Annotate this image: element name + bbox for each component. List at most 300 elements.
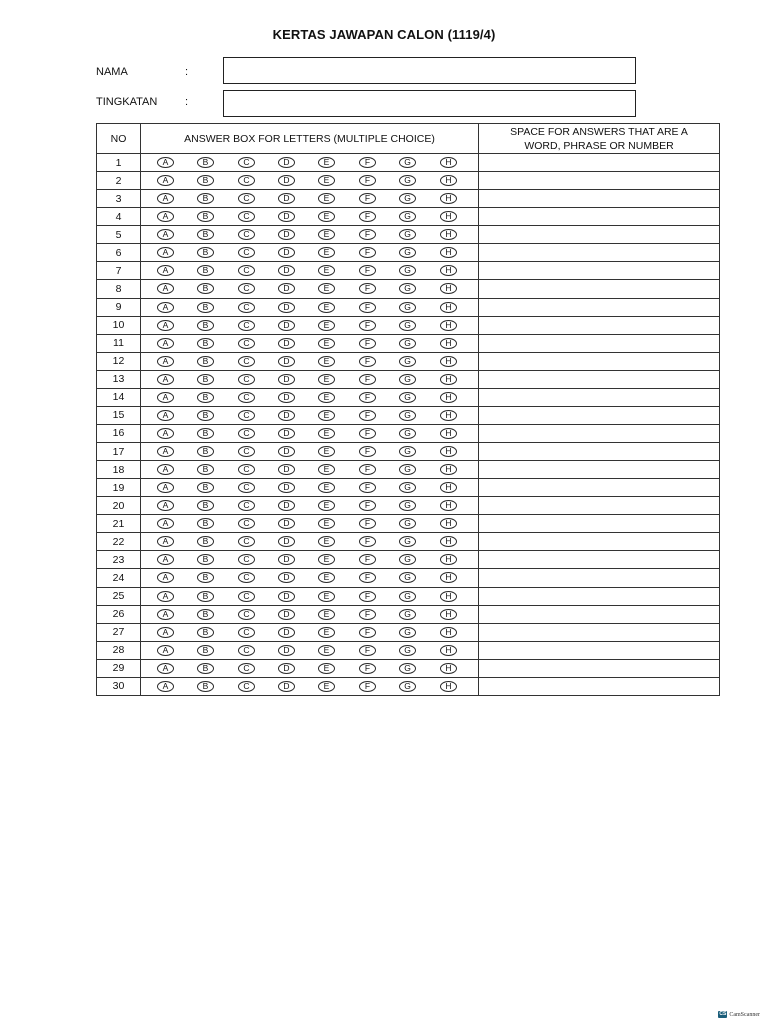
choice-bubble-g[interactable]: G [399,645,416,656]
choice-bubble-h[interactable]: H [440,500,457,511]
choice-bubble-h[interactable]: H [440,229,457,240]
choice-bubble-d[interactable]: D [278,464,295,475]
choice-bubble-b[interactable]: B [197,175,214,186]
choice-bubble-h[interactable]: H [440,302,457,313]
choice-bubble-c[interactable]: C [238,428,255,439]
choice-bubble-a[interactable]: A [157,500,174,511]
word-answer-cell[interactable] [479,298,720,316]
choice-bubble-a[interactable]: A [157,374,174,385]
choice-bubble-c[interactable]: C [238,338,255,349]
word-answer-cell[interactable] [479,497,720,515]
choice-bubble-f[interactable]: F [359,663,376,674]
choice-bubble-e[interactable]: E [318,572,335,583]
choice-bubble-c[interactable]: C [238,247,255,258]
choice-bubble-g[interactable]: G [399,446,416,457]
choice-bubble-g[interactable]: G [399,663,416,674]
choice-bubble-b[interactable]: B [197,410,214,421]
choice-bubble-c[interactable]: C [238,374,255,385]
choice-bubble-d[interactable]: D [278,500,295,511]
choice-bubble-g[interactable]: G [399,591,416,602]
table-row [97,623,720,641]
choice-bubble-h[interactable]: H [440,645,457,656]
choice-bubble-h[interactable]: H [440,428,457,439]
choice-bubble-h[interactable]: H [440,663,457,674]
choice-bubble-d[interactable]: D [278,536,295,547]
table-row [97,443,720,461]
choice-bubble-g[interactable]: G [399,609,416,620]
choice-bubble-b[interactable]: B [197,265,214,276]
question-number: 24 [97,569,141,587]
choice-bubble-h[interactable]: H [440,320,457,331]
choice-bubble-g[interactable]: G [399,211,416,222]
choice-bubble-g[interactable]: G [399,175,416,186]
form-colon: : [185,96,189,108]
choice-bubble-f[interactable]: F [359,175,376,186]
choice-bubble-d[interactable]: D [278,229,295,240]
choice-bubble-f[interactable]: F [359,464,376,475]
choice-bubble-c[interactable]: C [238,572,255,583]
word-answer-cell[interactable] [479,659,720,677]
choice-bubble-e[interactable]: E [318,554,335,565]
table-row [97,605,720,623]
choice-bubble-d[interactable]: D [278,609,295,620]
choice-bubble-a[interactable]: A [157,536,174,547]
word-answer-cell[interactable] [479,461,720,479]
word-answer-cell[interactable] [479,370,720,388]
choice-bubble-e[interactable]: E [318,157,335,168]
choice-bubble-a[interactable]: A [157,663,174,674]
choice-bubble-a[interactable]: A [157,446,174,457]
choice-bubble-d[interactable]: D [278,428,295,439]
choice-bubble-c[interactable]: C [238,446,255,457]
choice-bubble-f[interactable]: F [359,410,376,421]
choice-bubbles [141,334,479,352]
choice-bubble-f[interactable]: F [359,554,376,565]
choice-bubble-c[interactable]: C [238,320,255,331]
choice-bubble-c[interactable]: C [238,681,255,692]
choice-bubble-e[interactable]: E [318,681,335,692]
choice-bubble-e[interactable]: E [318,518,335,529]
table-row [97,262,720,280]
choice-bubbles [141,298,479,316]
choice-bubble-d[interactable]: D [278,338,295,349]
choice-bubble-h[interactable]: H [440,591,457,602]
choice-bubble-b[interactable]: B [197,338,214,349]
choice-bubble-d[interactable]: D [278,157,295,168]
choice-bubble-a[interactable]: A [157,175,174,186]
choice-bubble-d[interactable]: D [278,356,295,367]
word-answer-cell[interactable] [479,623,720,641]
question-number: 17 [97,443,141,461]
choice-bubble-g[interactable]: G [399,374,416,385]
choice-bubble-e[interactable]: E [318,193,335,204]
choice-bubble-b[interactable]: B [197,302,214,313]
choice-bubbles [141,569,479,587]
table-row [97,551,720,569]
choice-bubble-d[interactable]: D [278,175,295,186]
choice-bubble-a[interactable]: A [157,482,174,493]
choice-bubble-a[interactable]: A [157,591,174,602]
choice-bubble-a[interactable]: A [157,283,174,294]
choice-bubble-b[interactable]: B [197,681,214,692]
choice-bubble-f[interactable]: F [359,572,376,583]
choice-bubble-e[interactable]: E [318,536,335,547]
choice-bubble-a[interactable]: A [157,320,174,331]
choice-bubble-f[interactable]: F [359,229,376,240]
choice-bubble-e[interactable]: E [318,229,335,240]
choice-bubble-a[interactable]: A [157,518,174,529]
choice-bubble-g[interactable]: G [399,410,416,421]
choice-bubble-h[interactable]: H [440,464,457,475]
choice-bubble-b[interactable]: B [197,320,214,331]
choice-bubble-b[interactable]: B [197,247,214,258]
choice-bubble-h[interactable]: H [440,374,457,385]
choice-bubble-h[interactable]: H [440,265,457,276]
choice-bubble-a[interactable]: A [157,572,174,583]
choice-bubble-a[interactable]: A [157,609,174,620]
choice-bubble-b[interactable]: B [197,446,214,457]
choice-bubble-h[interactable]: H [440,338,457,349]
choice-bubble-f[interactable]: F [359,392,376,403]
choice-bubble-f[interactable]: F [359,536,376,547]
choice-bubble-b[interactable]: B [197,591,214,602]
choice-bubble-d[interactable]: D [278,193,295,204]
choice-bubble-b[interactable]: B [197,211,214,222]
choice-bubble-f[interactable]: F [359,681,376,692]
question-number: 8 [97,280,141,298]
choice-bubble-e[interactable]: E [318,500,335,511]
choice-bubble-a[interactable]: A [157,265,174,276]
choice-bubble-a[interactable]: A [157,392,174,403]
choice-bubble-g[interactable]: G [399,157,416,168]
choice-bubble-d[interactable]: D [278,591,295,602]
choice-bubble-b[interactable]: B [197,428,214,439]
choice-bubble-b[interactable]: B [197,374,214,385]
choice-bubble-e[interactable]: E [318,609,335,620]
choice-bubble-g[interactable]: G [399,500,416,511]
choice-bubble-b[interactable]: B [197,645,214,656]
choice-bubble-h[interactable]: H [440,536,457,547]
word-answer-cell[interactable] [479,262,720,280]
choice-bubble-e[interactable]: E [318,392,335,403]
choice-bubble-f[interactable]: F [359,247,376,258]
choice-bubble-e[interactable]: E [318,283,335,294]
word-answer-cell[interactable] [479,605,720,623]
choice-bubble-h[interactable]: H [440,446,457,457]
choice-bubble-c[interactable]: C [238,392,255,403]
choice-bubble-f[interactable]: F [359,591,376,602]
choice-bubble-h[interactable]: H [440,247,457,258]
choice-bubble-a[interactable]: A [157,229,174,240]
choice-bubble-e[interactable]: E [318,410,335,421]
word-answer-cell[interactable] [479,569,720,587]
choice-bubble-g[interactable]: G [399,572,416,583]
choice-bubble-d[interactable]: D [278,410,295,421]
choice-bubble-d[interactable]: D [278,627,295,638]
choice-bubble-h[interactable]: H [440,211,457,222]
choice-bubble-f[interactable]: F [359,645,376,656]
table-row [97,208,720,226]
choice-bubble-f[interactable]: F [359,627,376,638]
choice-bubble-g[interactable]: G [399,338,416,349]
choice-bubble-c[interactable]: C [238,536,255,547]
choice-bubble-e[interactable]: E [318,265,335,276]
choice-bubble-f[interactable]: F [359,500,376,511]
choice-bubble-e[interactable]: E [318,663,335,674]
question-number: 2 [97,172,141,190]
choice-bubble-a[interactable]: A [157,302,174,313]
choice-bubble-c[interactable]: C [238,609,255,620]
choice-bubble-c[interactable]: C [238,500,255,511]
choice-bubble-b[interactable]: B [197,609,214,620]
choice-bubble-h[interactable]: H [440,157,457,168]
answer-table [96,123,720,696]
choice-bubble-c[interactable]: C [238,554,255,565]
word-answer-cell[interactable] [479,244,720,262]
choice-bubble-b[interactable]: B [197,536,214,547]
choice-bubble-d[interactable]: D [278,518,295,529]
choice-bubble-b[interactable]: B [197,392,214,403]
name-input-box[interactable] [223,57,636,84]
choice-bubble-f[interactable]: F [359,302,376,313]
choice-bubble-c[interactable]: C [238,627,255,638]
choice-bubble-c[interactable]: C [238,283,255,294]
choice-bubble-f[interactable]: F [359,609,376,620]
question-number: 22 [97,533,141,551]
choice-bubble-h[interactable]: H [440,175,457,186]
choice-bubble-e[interactable]: E [318,338,335,349]
choice-bubble-a[interactable]: A [157,645,174,656]
choice-bubble-c[interactable]: C [238,591,255,602]
choice-bubble-b[interactable]: B [197,283,214,294]
choice-bubble-e[interactable]: E [318,356,335,367]
choice-bubble-e[interactable]: E [318,645,335,656]
choice-bubble-b[interactable]: B [197,229,214,240]
header-no: NO [97,124,141,154]
word-answer-cell[interactable] [479,190,720,208]
word-answer-cell[interactable] [479,533,720,551]
choice-bubble-a[interactable]: A [157,627,174,638]
choice-bubble-b[interactable]: B [197,464,214,475]
choice-bubble-a[interactable]: A [157,356,174,367]
choice-bubble-d[interactable]: D [278,645,295,656]
word-answer-cell[interactable] [479,443,720,461]
choice-bubble-d[interactable]: D [278,374,295,385]
choice-bubble-d[interactable]: D [278,554,295,565]
choice-bubble-c[interactable]: C [238,211,255,222]
word-answer-cell[interactable] [479,677,720,695]
choice-bubble-g[interactable]: G [399,356,416,367]
choice-bubble-e[interactable]: E [318,591,335,602]
choice-bubble-h[interactable]: H [440,482,457,493]
choice-bubble-g[interactable]: G [399,265,416,276]
word-answer-cell[interactable] [479,479,720,497]
choice-bubble-d[interactable]: D [278,302,295,313]
table-row [97,659,720,677]
choice-bubble-f[interactable]: F [359,320,376,331]
choice-bubble-d[interactable]: D [278,663,295,674]
choice-bubble-d[interactable]: D [278,572,295,583]
question-number: 6 [97,244,141,262]
choice-bubble-d[interactable]: D [278,392,295,403]
word-answer-cell[interactable] [479,352,720,370]
choice-bubble-c[interactable]: C [238,265,255,276]
choice-bubble-f[interactable]: F [359,283,376,294]
choice-bubble-a[interactable]: A [157,464,174,475]
choice-bubble-b[interactable]: B [197,356,214,367]
choice-bubble-e[interactable]: E [318,482,335,493]
choice-bubbles [141,605,479,623]
choice-bubble-c[interactable]: C [238,464,255,475]
choice-bubble-d[interactable]: D [278,320,295,331]
choice-bubble-e[interactable]: E [318,175,335,186]
choice-bubble-f[interactable]: F [359,482,376,493]
choice-bubble-a[interactable]: A [157,554,174,565]
choice-bubble-d[interactable]: D [278,265,295,276]
choice-bubble-b[interactable]: B [197,663,214,674]
choice-bubble-d[interactable]: D [278,482,295,493]
choice-bubble-h[interactable]: H [440,283,457,294]
choice-bubble-g[interactable]: G [399,518,416,529]
choice-bubble-g[interactable]: G [399,627,416,638]
choice-bubble-e[interactable]: E [318,211,335,222]
choice-bubble-h[interactable]: H [440,627,457,638]
choice-bubble-d[interactable]: D [278,681,295,692]
choice-bubble-c[interactable]: C [238,175,255,186]
word-answer-cell[interactable] [479,316,720,334]
word-answer-cell[interactable] [479,388,720,406]
choice-bubble-c[interactable]: C [238,410,255,421]
choice-bubble-g[interactable]: G [399,464,416,475]
choice-bubble-c[interactable]: C [238,193,255,204]
choice-bubble-h[interactable]: H [440,572,457,583]
choice-bubble-f[interactable]: F [359,157,376,168]
choice-bubble-b[interactable]: B [197,482,214,493]
choice-bubble-g[interactable]: G [399,229,416,240]
choice-bubble-a[interactable]: A [157,193,174,204]
choice-bubbles [141,226,479,244]
choice-bubble-d[interactable]: D [278,446,295,457]
choice-bubble-g[interactable]: G [399,302,416,313]
choice-bubble-d[interactable]: D [278,211,295,222]
word-answer-cell[interactable] [479,406,720,424]
choice-bubble-g[interactable]: G [399,536,416,547]
choice-bubble-c[interactable]: C [238,229,255,240]
choice-bubble-d[interactable]: D [278,283,295,294]
choice-bubble-f[interactable]: F [359,428,376,439]
choice-bubble-h[interactable]: H [440,392,457,403]
choice-bubble-h[interactable]: H [440,681,457,692]
choice-bubble-a[interactable]: A [157,157,174,168]
choice-bubble-a[interactable]: A [157,338,174,349]
choice-bubble-e[interactable]: E [318,627,335,638]
choice-bubble-h[interactable]: H [440,356,457,367]
word-answer-cell[interactable] [479,172,720,190]
choice-bubble-g[interactable]: G [399,554,416,565]
choice-bubble-e[interactable]: E [318,464,335,475]
choice-bubble-a[interactable]: A [157,681,174,692]
choice-bubbles [141,370,479,388]
choice-bubble-e[interactable]: E [318,428,335,439]
choice-bubble-b[interactable]: B [197,193,214,204]
choice-bubble-g[interactable]: G [399,428,416,439]
choice-bubble-f[interactable]: F [359,211,376,222]
choice-bubble-e[interactable]: E [318,247,335,258]
choice-bubble-g[interactable]: G [399,193,416,204]
choice-bubble-c[interactable]: C [238,645,255,656]
choice-bubble-e[interactable]: E [318,446,335,457]
choice-bubble-e[interactable]: E [318,374,335,385]
choice-bubble-f[interactable]: F [359,446,376,457]
choice-bubble-f[interactable]: F [359,338,376,349]
choice-bubble-b[interactable]: B [197,500,214,511]
choice-bubble-c[interactable]: C [238,356,255,367]
form-input-box[interactable] [223,90,636,117]
choice-bubble-f[interactable]: F [359,356,376,367]
choice-bubble-h[interactable]: H [440,609,457,620]
table-row [97,298,720,316]
choice-bubble-f[interactable]: F [359,518,376,529]
choice-bubble-e[interactable]: E [318,302,335,313]
word-answer-cell[interactable] [479,226,720,244]
word-answer-cell[interactable] [479,208,720,226]
choice-bubble-c[interactable]: C [238,157,255,168]
word-answer-cell[interactable] [479,154,720,172]
word-answer-cell[interactable] [479,641,720,659]
table-row [97,352,720,370]
word-answer-cell[interactable] [479,515,720,533]
choice-bubble-h[interactable]: H [440,193,457,204]
choice-bubble-d[interactable]: D [278,247,295,258]
choice-bubble-h[interactable]: H [440,554,457,565]
choice-bubbles [141,461,479,479]
choice-bubble-h[interactable]: H [440,410,457,421]
word-answer-cell[interactable] [479,424,720,442]
choice-bubble-c[interactable]: C [238,663,255,674]
choice-bubble-e[interactable]: E [318,320,335,331]
word-answer-cell[interactable] [479,587,720,605]
choice-bubble-a[interactable]: A [157,428,174,439]
word-answer-cell[interactable] [479,551,720,569]
choice-bubble-h[interactable]: H [440,518,457,529]
choice-bubble-a[interactable]: A [157,410,174,421]
question-number: 27 [97,623,141,641]
choice-bubble-c[interactable]: C [238,518,255,529]
choice-bubble-b[interactable]: B [197,627,214,638]
choice-bubble-f[interactable]: F [359,193,376,204]
choice-bubble-a[interactable]: A [157,247,174,258]
choice-bubble-c[interactable]: C [238,482,255,493]
choice-bubble-g[interactable]: G [399,681,416,692]
choice-bubble-f[interactable]: F [359,374,376,385]
choice-bubble-g[interactable]: G [399,392,416,403]
question-number: 26 [97,605,141,623]
choice-bubble-g[interactable]: G [399,320,416,331]
choice-bubble-g[interactable]: G [399,247,416,258]
choice-bubble-g[interactable]: G [399,482,416,493]
choice-bubble-c[interactable]: C [238,302,255,313]
choice-bubble-b[interactable]: B [197,554,214,565]
choice-bubble-a[interactable]: A [157,211,174,222]
choice-bubble-b[interactable]: B [197,572,214,583]
choice-bubble-b[interactable]: B [197,157,214,168]
choice-bubble-b[interactable]: B [197,518,214,529]
question-number: 28 [97,641,141,659]
choice-bubble-g[interactable]: G [399,283,416,294]
choice-bubble-f[interactable]: F [359,265,376,276]
word-answer-cell[interactable] [479,334,720,352]
word-answer-cell[interactable] [479,280,720,298]
